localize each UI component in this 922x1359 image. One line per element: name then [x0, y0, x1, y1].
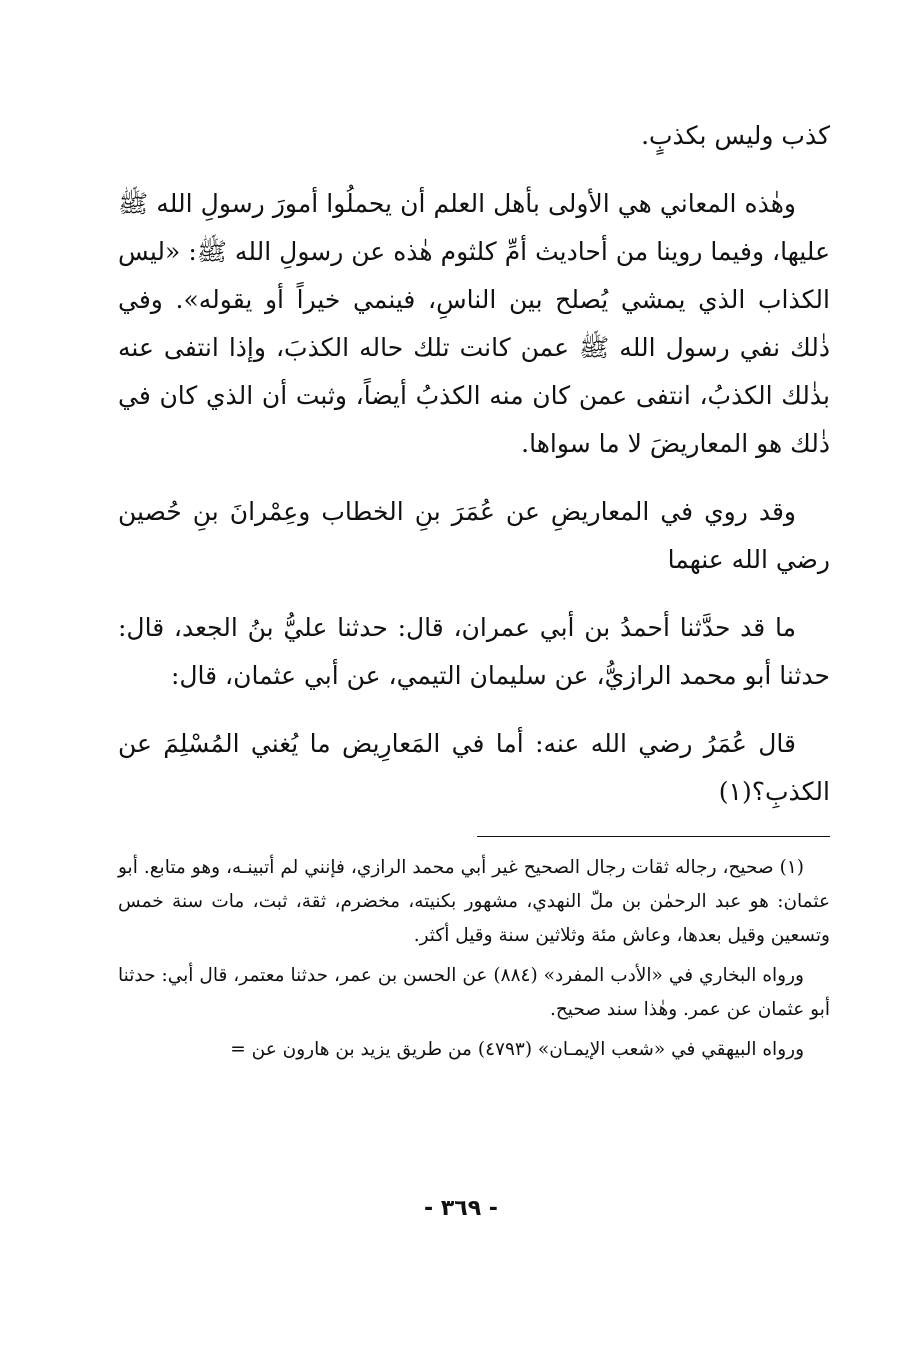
- paragraph: قال عُمَرُ رضي الله عنه: أما في المَعارِيض ما يُغني المُسْلِمَ عن الكذبِ؟(١): [118, 729, 830, 806]
- footnote-divider: [477, 836, 830, 837]
- footnote-paragraph: ورواه البخاري في «الأدب المفرد» (٨٨٤) عن الحسن بن عمر، حدثنا معتمر، قال أبي: حدثنا أبو عثمان عن عمر. وهٰذا سند صحيح.: [118, 965, 830, 1020]
- main-text: [118, 112, 830, 816]
- page-number: - ٣٦٩ -: [424, 1196, 498, 1221]
- paragraph: ما قد حدَّثنا أحمدُ بن أبي عمران، قال: حدثنا عليُّ بنُ الجعد، قال: حدثنا أبو محمد الرازيُّ، عن سليمان التيمي، عن أبي عثمان، قال:: [118, 613, 830, 690]
- footnote-paragraph: (١) صحيح، رجاله ثقات رجال الصحيح غير أبي محمد الرازي، فإنني لم أتبينـه، وهو متابع. أبو عثمان: هو عبد الرحمٰن بن ملّ النهدي، مشهور بكنيته، مخضرم، ثقة، ثبت، مات سنة خمس وتسعين وقيل بعدها، وعاش مئة وثلاثين سنة وقيل أكثر.: [118, 857, 830, 946]
- footnotes: [118, 851, 830, 1067]
- paragraph: وقد روي في المعاريضِ عن عُمَرَ بنِ الخطاب وعِمْرانَ بنِ حُصين رضي الله عنهما: [118, 497, 830, 574]
- paragraph: كذب وليس بكذبٍ.: [641, 121, 830, 150]
- footnote-paragraph: ورواه البيهقي في «شعب الإيمـان» (٤٧٩٣) من طريق يزيد بن هارون عن =: [230, 1039, 804, 1060]
- paragraph: وهٰذه المعاني هي الأولى بأهل العلم أن يحملُوا أمورَ رسولِ الله ﷺ عليها، وفيما روينا من أحاديث أمِّ كلثوم هٰذه عن رسولِ الله ﷺ: «ليس الكذاب الذي يمشي يُصلح بين الناسِ، فينمي خيراً أو يقوله». وفي ذٰلك نفي رسول الله ﷺ عمن كانت تلك حاله الكذبَ، وإذا انتفى عنه بذٰلك الكذبُ، انتفى عمن كان منه الكذبُ أيضاً، وثبت أن الذي كان في ذٰلك هو المعاريضَ لا ما سواها.: [118, 189, 830, 458]
- page-body: [118, 112, 830, 1073]
